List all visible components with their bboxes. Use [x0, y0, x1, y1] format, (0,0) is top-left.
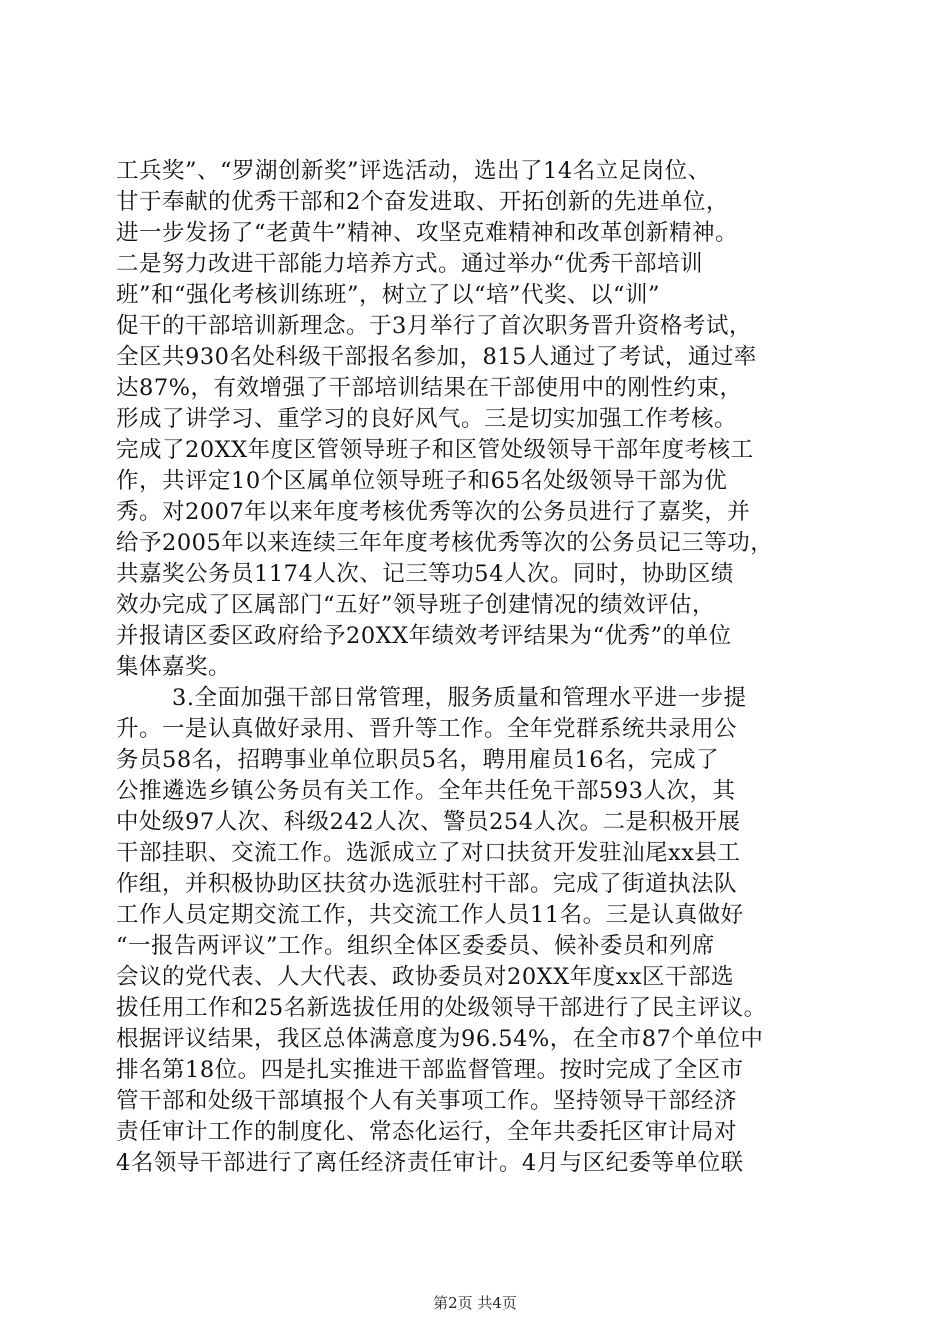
text-line: 甘于奉献的优秀干部和2个奋发进取、开拓创新的先进单位，: [116, 189, 729, 215]
text-line: 拔任用工作和25名新选拔任用的处级领导干部进行了民主评议。: [116, 995, 767, 1021]
text-line: 作，共评定10个区属单位领导班子和65名处级领导干部为优: [116, 468, 728, 494]
text-line: 4名领导干部进行了离任经济责任审计。4月与区纪委等单位联: [116, 1150, 744, 1176]
text-line: 达87%，有效增强了干部培训结果在干部使用中的刚性约束，: [116, 375, 743, 401]
text-line: 秀。对2007年以来年度考核优秀等次的公务员进行了嘉奖，并: [116, 499, 751, 525]
text-line: 班”和“强化考核训练班”，树立了以“培”代奖、以“训”: [116, 282, 661, 308]
text-line: 二是努力改进干部能力培养方式。通过举办“优秀干部培训: [116, 251, 704, 277]
text-line: 升。一是认真做好录用、晋升等工作。全年党群系统共录用公: [116, 716, 738, 742]
text-line: 共嘉奖公务员1174人次、记三等功54人次。同时，协助区绩: [116, 561, 734, 587]
text-line: 管干部和处级干部填报个人有关事项工作。坚持领导干部经济: [116, 1088, 738, 1114]
text-line: 工兵奖”、“罗湖创新奖”评选活动，选出了14名立足岗位、: [116, 158, 711, 184]
text-line: 会议的党代表、人大代表、政协委员对20XX年度xx区干部选: [116, 964, 735, 990]
text-line: 全区共930名处科级干部报名参加，815人通过了考试，通过率: [116, 344, 757, 370]
document-body: [116, 156, 836, 1179]
text-line: 形成了讲学习、重学习的良好风气。三是切实加强工作考核。: [116, 406, 738, 432]
text-line: 效办完成了区属部门“五好”领导班子创建情况的绩效评估，: [116, 592, 716, 618]
text-line: 促干的干部培训新理念。于3月举行了首次职务晋升资格考试，: [116, 313, 752, 339]
text-line: 完成了20XX年度区管领导班子和区管处级领导干部年度考核工: [116, 437, 754, 463]
page-footer: 第2页 共4页: [433, 1294, 517, 1312]
text-line: 干部挂职、交流工作。选派成立了对口扶贫开发驻汕尾xx县工: [116, 840, 741, 866]
paragraph-start-line: 3.全面加强干部日常管理，服务质量和管理水平进一步提: [172, 685, 747, 711]
text-line: 进一步发扬了“老黄牛”精神、攻坚克难精神和改革创新精神。: [116, 220, 739, 246]
text-line: 并报请区委区政府给予20XX年绩效考评结果为“优秀”的单位: [116, 623, 732, 649]
text-line: 根据评议结果，我区总体满意度为96.54%，在全市87个单位中: [116, 1026, 764, 1052]
text-line: 作组，并积极协助区扶贫办选派驻村干部。完成了街道执法队: [116, 871, 738, 897]
text-line: 给予2005年以来连续三年年度考核优秀等次的公务员记三等功，: [116, 530, 774, 556]
text-line: 责任审计工作的制度化、常态化运行，全年共委托区审计局对: [116, 1119, 738, 1145]
text-line: 集体嘉奖。: [116, 654, 232, 680]
text-line: 公推遴选乡镇公务员有关工作。全年共任免干部593人次，其: [116, 778, 736, 804]
text-line: 工作人员定期交流工作，共交流工作人员11名。三是认真做好: [116, 902, 744, 928]
text-line: 务员58名，招聘事业单位职员5名，聘用雇员16名，完成了: [116, 747, 720, 773]
text-line: 中处级97人次、科级242人次、警员254人次。二是积极开展: [116, 809, 741, 835]
text-line: 排名第18位。四是扎实推进干部监督管理。按时完成了全区市: [116, 1057, 744, 1083]
text-line: “一报告两评议”工作。组织全体区委委员、候补委员和列席: [116, 933, 716, 959]
